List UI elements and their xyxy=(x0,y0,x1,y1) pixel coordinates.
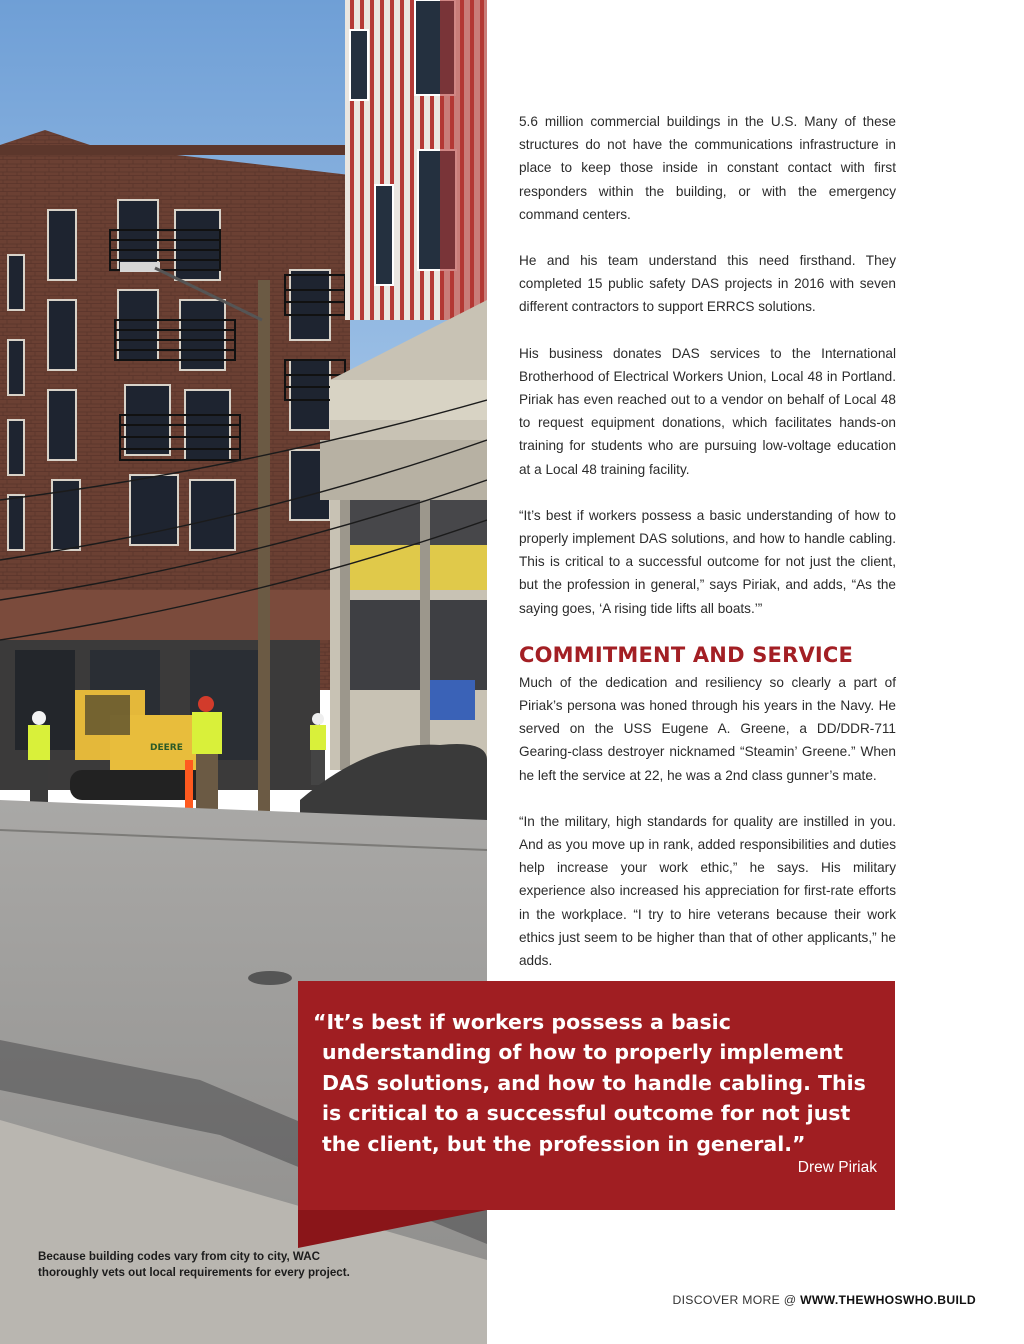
article-paragraph: He and his team understand this need firsthand. They completed 15 public safety DAS projects in 2016 with seven different contractors to support ERRCS solutions. xyxy=(519,253,896,315)
manhole-cover xyxy=(248,971,292,985)
pull-quote-text: “It’s best if workers possess a basic understanding of how to properly implement DAS solutions, and how to handle cabling. This is critical to a successful outcome for not just the client, but the profession in general.” xyxy=(313,1010,866,1156)
article-column xyxy=(519,110,896,995)
photo-caption: Because building codes vary from city to city, WAC thoroughly vets out local requirements for every project. xyxy=(38,1250,350,1279)
pull-quote-tail xyxy=(298,1210,487,1248)
article-paragraph: 5.6 million commercial buildings in the U.S. Many of these structures do not have the communications infrastructure in place to keep those inside in constant contact with first responders within the building, or with the emergency command centers. xyxy=(519,114,896,222)
article-paragraph: Much of the dedication and resiliency so clearly a part of Piriak’s persona was honed through his years in the Navy. He served on the USS Eugene A. Greene, a DD/DDR-711 Gearing-class destroyer nicknamed “Steamin’ Greene.” When he left the service at 22, he was a 2nd class gunner’s mate. xyxy=(519,674,896,783)
article-paragraph: His business donates DAS services to the International Brotherhood of Electrical Workers Union, Local 48 in Portland. Piriak has even reached out to a vendor on behalf of Local 48 to request equipment donations, which facilitates hands-on training for students who are pursuing low-voltage education at a Local 48 training facility. xyxy=(519,345,896,477)
pull-quote-box xyxy=(298,981,895,1210)
footer-url-link[interactable]: WWW.THEWHOSWHO.BUILD xyxy=(800,1293,976,1307)
striped-tower xyxy=(345,0,487,320)
section-heading: COMMITMENT AND SERVICE xyxy=(519,642,854,667)
article-paragraph: “In the military, high standards for quality are instilled in you. And as you move up in rank, added responsibilities and duties help increase your work ethic,” he says. His military experience also increased his appreciation for first-rate efforts in the workplace. “I try to hire veterans because their work ethics just seem to be higher than that of other applicants,” he adds. xyxy=(519,813,896,969)
pull-quote-attribution: Drew Piriak xyxy=(797,1159,877,1176)
brick-building xyxy=(0,130,350,790)
footer-prefix: DISCOVER MORE @ xyxy=(672,1293,801,1307)
footer xyxy=(673,1293,976,1307)
article-paragraph: “It’s best if workers possess a basic understanding of how to properly implement DAS solutions, and how to handle cabling. This is critical to a successful outcome for not just the client, but the profession in general,” says Piriak, and adds, “As the saying goes, ‘A rising tide lifts all boats.’” xyxy=(519,507,896,616)
svg-text:DEERE: DEERE xyxy=(150,743,183,753)
